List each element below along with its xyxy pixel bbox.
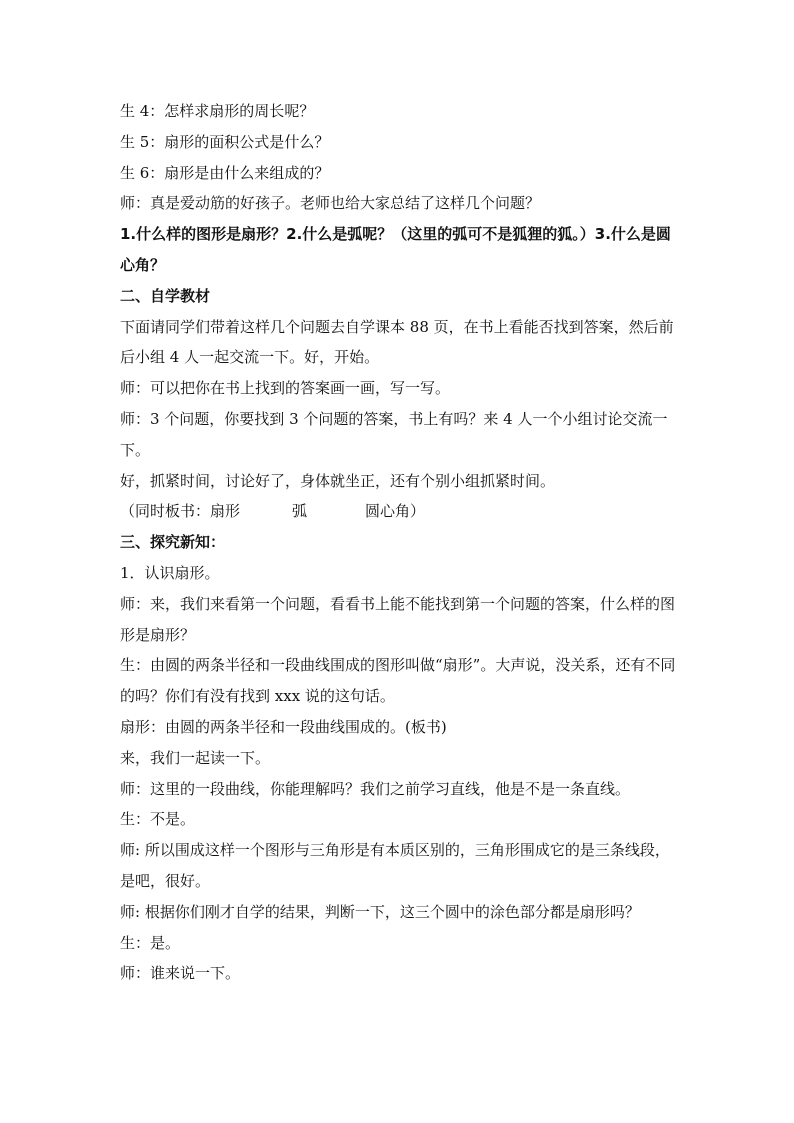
board-note	[120, 496, 676, 527]
paragraph: 生：是。	[120, 933, 181, 952]
section-heading-explore: 三、探究新知：	[120, 533, 226, 552]
subheading: 1．认识扇形。	[120, 563, 220, 582]
paragraph: 好，抓紧时间，讨论好了，身体就坐正，还有个别小组抓紧时间。	[120, 471, 556, 490]
paragraph: 师：真是爱动筋的好孩子。老师也给大家总结了这样几个问题？	[120, 194, 541, 213]
section-heading-self-study: 二、自学教材	[120, 286, 211, 305]
paragraph: 生 5：扇形的面积公式是什么？	[120, 132, 330, 151]
paragraph: 来，我们一起读一下。	[120, 748, 271, 767]
paragraph: 生：由圆的两条半径和一段曲线围成的图形叫做“扇形”。大声说，没关系，还有不同的吗？你们有没有找到 xxx 说的这句话。	[120, 656, 676, 706]
document-body	[120, 96, 676, 989]
paragraph: 师：3 个问题，你要找到 3 个问题的答案，书上有吗？来 4 人一个小组讨论交流一下。	[120, 409, 668, 459]
question-list: 1.什么样的图形是扇形？2.什么是弧呢？（这里的弧可不是狐狸的狐。）3.什么是圆心角？	[120, 225, 671, 274]
paragraph: 师：来，我们来看第一个问题，看看书上能不能找到第一个问题的答案，什么样的图形是扇形？	[120, 594, 676, 644]
paragraph: 师：谁来说一下。	[120, 964, 241, 983]
paragraph: 师：可以把你在书上找到的答案画一画，写一写。	[120, 379, 451, 398]
paragraph: 师: 根据你们刚才自学的结果，判断一下，这三个圆中的涂色部分都是扇形吗？	[120, 902, 640, 921]
paragraph: 师：这里的一段曲线，你能理解吗？我们之前学习直线，他是不是一条直线。	[120, 779, 631, 798]
board-note-central-angle: 圆心角）	[365, 502, 426, 521]
paragraph: 扇形：由圆的两条半径和一段曲线围成的。(板书)	[120, 717, 447, 736]
paragraph: 生 4：怎样求扇形的周长呢？	[120, 102, 315, 120]
board-note-sector: （同时板书：扇形	[120, 502, 241, 521]
board-note-arc: 弧	[292, 502, 308, 521]
paragraph: 下面请同学们带着这样几个问题去自学课本 88 页，在书上看能否找到答案，然后前后小组 4 人一起交流一下。好，开始。	[120, 317, 674, 367]
paragraph: 生：不是。	[120, 810, 196, 829]
paragraph: 师: 所以围成这样一个图形与三角形是有本质区别的，三角形围成它的是三条线段，是吧，很好。	[120, 841, 670, 890]
paragraph: 生 6：扇形是由什么来组成的？	[120, 163, 330, 182]
